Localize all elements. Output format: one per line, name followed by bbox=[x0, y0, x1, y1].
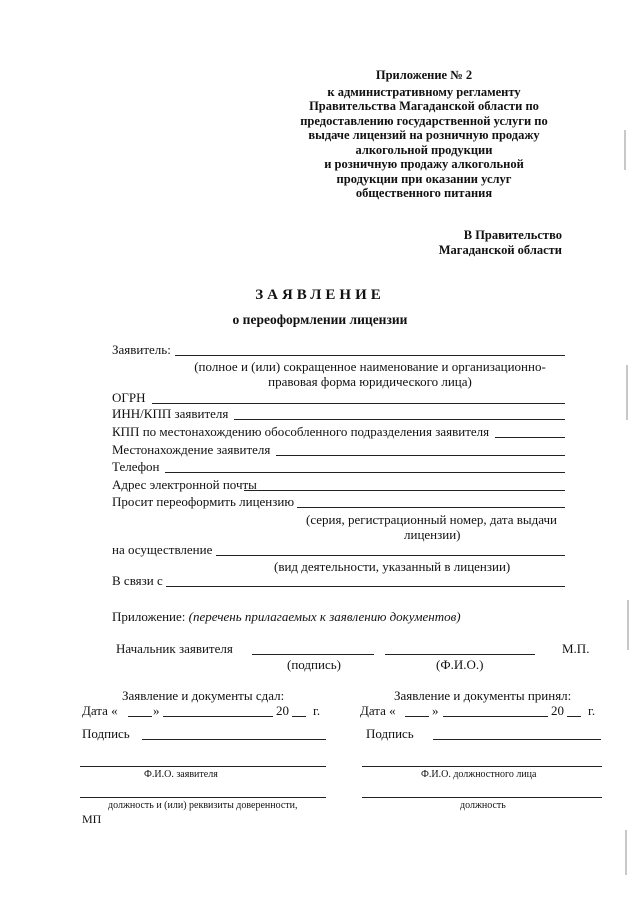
submitted-year-line[interactable] bbox=[292, 716, 306, 717]
received-sign-line[interactable] bbox=[433, 739, 601, 740]
scan-artifact bbox=[625, 830, 627, 875]
received-year-line[interactable] bbox=[567, 716, 581, 717]
submitted-position-hint: должность и (или) реквизиты доверенности, bbox=[108, 800, 298, 811]
received-month-line[interactable] bbox=[443, 716, 548, 717]
phone-label: Телефон bbox=[112, 459, 160, 474]
phone-input-line[interactable] bbox=[165, 472, 565, 473]
submitted-day-line[interactable] bbox=[128, 716, 152, 717]
document-title: ЗАЯВЛЕНИЕ bbox=[255, 287, 385, 303]
submitted-heading: Заявление и документы сдал: bbox=[122, 688, 285, 703]
received-fio-hint: Ф.И.О. должностного лица bbox=[421, 769, 537, 780]
appendix-line: общественного питания bbox=[355, 186, 493, 200]
attachment-title: Приложение: bbox=[112, 609, 186, 624]
submitted-date-prefix: Дата « bbox=[82, 703, 118, 718]
appendix-line: и розничную продажу алкогольной bbox=[324, 157, 524, 171]
applicant-hint: правовая форма юридического лица) bbox=[268, 374, 472, 389]
activity-input-line[interactable] bbox=[216, 555, 565, 556]
location-label: Местонахождение заявителя bbox=[112, 442, 271, 457]
received-year-suffix: г. bbox=[588, 703, 596, 718]
appendix-line: к административному регламенту bbox=[327, 84, 521, 99]
scan-artifact bbox=[624, 130, 626, 170]
ogrn-label: ОГРН bbox=[112, 390, 146, 405]
inn-kpp-input-line[interactable] bbox=[234, 419, 565, 420]
reason-label: В связи с bbox=[112, 573, 163, 588]
submitted-position-line[interactable] bbox=[80, 797, 326, 798]
received-fio-line[interactable] bbox=[362, 766, 602, 767]
appendix-line: предоставлению государственной услуги по bbox=[300, 113, 548, 128]
applicant-hint: (полное и (или) сокращенное наименование и организационно- bbox=[194, 359, 546, 374]
head-name-line[interactable] bbox=[385, 654, 535, 655]
appendix-header bbox=[290, 68, 558, 201]
kpp-branch-label: КПП по местонахождению обособленного подразделения заявителя bbox=[112, 424, 490, 439]
ogrn-input-line[interactable] bbox=[152, 403, 565, 404]
email-label: Адрес электронной почты bbox=[112, 477, 257, 492]
signature-hint: (подпись) bbox=[287, 657, 341, 672]
addressee-line: В Правительство bbox=[463, 228, 562, 242]
scan-artifact bbox=[626, 365, 628, 420]
submitted-month-line[interactable] bbox=[163, 716, 273, 717]
submitted-mp: МП bbox=[82, 812, 102, 826]
document-subtitle: о переоформлении лицензии bbox=[232, 312, 408, 327]
request-label: Просит переоформить лицензию bbox=[112, 494, 295, 509]
name-hint: (Ф.И.О.) bbox=[436, 657, 484, 672]
activity-label: на осуществление bbox=[112, 542, 213, 557]
received-date-mid: » bbox=[432, 703, 439, 718]
received-position-hint: должность bbox=[460, 800, 506, 811]
attachment-note: (перечень прилагаемых к заявлению документов) bbox=[188, 609, 461, 624]
applicant-input-line[interactable] bbox=[175, 355, 565, 356]
scan-artifact bbox=[627, 600, 629, 650]
received-day-line[interactable] bbox=[405, 716, 429, 717]
kpp-branch-input-line[interactable] bbox=[495, 437, 565, 438]
applicant-label: Заявитель: bbox=[112, 342, 171, 357]
submitted-year-prefix: 20 bbox=[276, 703, 289, 718]
request-hint: (серия, регистрационный номер, дата выдачи bbox=[306, 512, 558, 527]
submitted-sign-label: Подпись bbox=[82, 726, 130, 741]
head-signature-line[interactable] bbox=[252, 654, 374, 655]
stamp-label: М.П. bbox=[562, 641, 590, 656]
activity-hint: (вид деятельности, указанный в лицензии) bbox=[274, 559, 511, 574]
appendix-number: Приложение № 2 bbox=[375, 68, 473, 82]
submitted-date-mid: » bbox=[153, 703, 160, 718]
submitted-sign-line[interactable] bbox=[142, 739, 326, 740]
reason-input-line[interactable] bbox=[166, 586, 565, 587]
addressee-line: Магаданской области bbox=[438, 243, 562, 257]
submitted-fio-hint: Ф.И.О. заявителя bbox=[144, 769, 218, 780]
received-sign-label: Подпись bbox=[366, 726, 414, 741]
attachment-label bbox=[112, 609, 461, 625]
head-label: Начальник заявителя bbox=[116, 641, 233, 656]
location-input-line[interactable] bbox=[276, 455, 565, 456]
received-heading: Заявление и документы принял: bbox=[394, 688, 572, 703]
received-position-line[interactable] bbox=[362, 797, 602, 798]
email-input-line[interactable] bbox=[244, 490, 565, 491]
appendix-line: алкогольной продукции bbox=[355, 142, 493, 157]
appendix-line: продукции при оказании услуг bbox=[336, 171, 512, 186]
appendix-line: Правительства Магаданской области по bbox=[309, 99, 539, 113]
inn-kpp-label: ИНН/КПП заявителя bbox=[112, 406, 229, 421]
request-hint: лицензии) bbox=[404, 527, 461, 542]
addressee bbox=[439, 228, 562, 258]
appendix-line: выдаче лицензий на розничную продажу bbox=[308, 128, 540, 142]
received-date-prefix: Дата « bbox=[360, 703, 396, 718]
submitted-fio-line[interactable] bbox=[80, 766, 326, 767]
received-year-prefix: 20 bbox=[551, 703, 564, 718]
request-input-line[interactable] bbox=[297, 507, 565, 508]
submitted-year-suffix: г. bbox=[313, 703, 321, 718]
